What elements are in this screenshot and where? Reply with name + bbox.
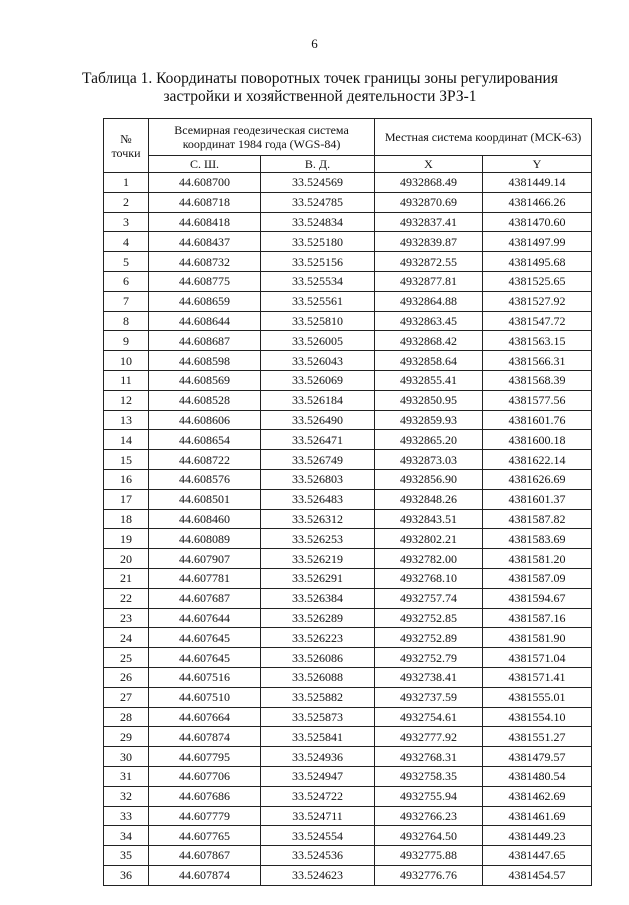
table-row	[104, 588, 592, 608]
cell-x: 4932848.26	[375, 489, 483, 509]
cell-latitude: 44.607781	[149, 568, 261, 588]
cell-latitude: 44.607516	[149, 667, 261, 687]
cell-point-number: 30	[104, 747, 149, 767]
cell-longitude: 33.526289	[261, 608, 375, 628]
cell-y: 4381547.72	[483, 311, 592, 331]
cell-x: 4932768.31	[375, 747, 483, 767]
cell-x: 4932837.41	[375, 212, 483, 232]
cell-x: 4932737.59	[375, 687, 483, 707]
table-row	[104, 192, 592, 212]
table-row	[104, 786, 592, 806]
cell-x: 4932768.10	[375, 568, 483, 588]
cell-y: 4381527.92	[483, 291, 592, 311]
cell-latitude: 44.607706	[149, 766, 261, 786]
cell-x: 4932776.76	[375, 865, 483, 885]
cell-longitude: 33.526043	[261, 351, 375, 371]
cell-x: 4932855.41	[375, 370, 483, 390]
cell-y: 4381622.14	[483, 450, 592, 470]
cell-point-number: 6	[104, 271, 149, 291]
table-row	[104, 252, 592, 272]
cell-longitude: 33.526490	[261, 410, 375, 430]
table-row	[104, 648, 592, 668]
cell-point-number: 33	[104, 806, 149, 826]
cell-point-number: 22	[104, 588, 149, 608]
cell-y: 4381600.18	[483, 430, 592, 450]
cell-x: 4932850.95	[375, 390, 483, 410]
cell-y: 4381480.54	[483, 766, 592, 786]
cell-x: 4932858.64	[375, 351, 483, 371]
cell-latitude: 44.608437	[149, 232, 261, 252]
cell-longitude: 33.526223	[261, 628, 375, 648]
table-caption	[60, 70, 580, 106]
cell-x: 4932752.89	[375, 628, 483, 648]
cell-point-number: 31	[104, 766, 149, 786]
cell-x: 4932752.79	[375, 648, 483, 668]
cell-x: 4932782.00	[375, 549, 483, 569]
cell-point-number: 26	[104, 667, 149, 687]
cell-x: 4932752.85	[375, 608, 483, 628]
cell-point-number: 34	[104, 826, 149, 846]
cell-x: 4932868.49	[375, 173, 483, 193]
cell-point-number: 29	[104, 727, 149, 747]
cell-latitude: 44.608576	[149, 469, 261, 489]
cell-point-number: 9	[104, 331, 149, 351]
cell-y: 4381551.27	[483, 727, 592, 747]
cell-y: 4381555.01	[483, 687, 592, 707]
cell-x: 4932856.90	[375, 469, 483, 489]
table-row	[104, 271, 592, 291]
table-row	[104, 311, 592, 331]
cell-point-number: 36	[104, 865, 149, 885]
cell-y: 4381577.56	[483, 390, 592, 410]
cell-longitude: 33.524623	[261, 865, 375, 885]
cell-longitude: 33.526483	[261, 489, 375, 509]
cell-point-number: 3	[104, 212, 149, 232]
cell-point-number: 10	[104, 351, 149, 371]
cell-point-number: 13	[104, 410, 149, 430]
cell-latitude: 44.607874	[149, 865, 261, 885]
table-row	[104, 331, 592, 351]
cell-latitude: 44.607874	[149, 727, 261, 747]
cell-longitude: 33.526005	[261, 331, 375, 351]
cell-y: 4381466.26	[483, 192, 592, 212]
table-row	[104, 351, 592, 371]
cell-y: 4381568.39	[483, 370, 592, 390]
cell-point-number: 28	[104, 707, 149, 727]
table-row	[104, 568, 592, 588]
table-row	[104, 430, 592, 450]
cell-x: 4932872.55	[375, 252, 483, 272]
cell-longitude: 33.526088	[261, 667, 375, 687]
header-number-label: точки	[111, 145, 141, 160]
cell-point-number: 27	[104, 687, 149, 707]
cell-y: 4381601.37	[483, 489, 592, 509]
table-row	[104, 489, 592, 509]
table-row	[104, 667, 592, 687]
cell-x: 4932870.69	[375, 192, 483, 212]
cell-latitude: 44.607779	[149, 806, 261, 826]
cell-y: 4381566.31	[483, 351, 592, 371]
cell-y: 4381449.14	[483, 173, 592, 193]
cell-x: 4932758.35	[375, 766, 483, 786]
header-x: X	[375, 156, 483, 173]
cell-point-number: 16	[104, 469, 149, 489]
cell-y: 4381571.41	[483, 667, 592, 687]
cell-latitude: 44.607510	[149, 687, 261, 707]
cell-y: 4381449.23	[483, 826, 592, 846]
cell-longitude: 33.525841	[261, 727, 375, 747]
table-row	[104, 707, 592, 727]
page-number: 6	[311, 36, 318, 51]
cell-latitude: 44.608598	[149, 351, 261, 371]
cell-point-number: 35	[104, 846, 149, 866]
cell-longitude: 33.526803	[261, 469, 375, 489]
table-row	[104, 390, 592, 410]
cell-longitude: 33.525810	[261, 311, 375, 331]
cell-y: 4381583.69	[483, 529, 592, 549]
cell-x: 4932864.88	[375, 291, 483, 311]
cell-latitude: 44.607687	[149, 588, 261, 608]
header-longitude: В. Д.	[261, 156, 375, 173]
cell-longitude: 33.525882	[261, 687, 375, 707]
table-row	[104, 608, 592, 628]
cell-latitude: 44.608687	[149, 331, 261, 351]
cell-latitude: 44.608460	[149, 509, 261, 529]
cell-latitude: 44.608606	[149, 410, 261, 430]
table-body	[104, 173, 592, 886]
cell-point-number: 14	[104, 430, 149, 450]
cell-latitude: 44.607867	[149, 846, 261, 866]
cell-y: 4381601.76	[483, 410, 592, 430]
cell-latitude: 44.608501	[149, 489, 261, 509]
cell-y: 4381587.16	[483, 608, 592, 628]
cell-point-number: 7	[104, 291, 149, 311]
table-row	[104, 549, 592, 569]
cell-latitude: 44.608644	[149, 311, 261, 331]
cell-longitude: 33.524785	[261, 192, 375, 212]
cell-latitude: 44.608418	[149, 212, 261, 232]
header-number-symbol: №	[120, 131, 132, 146]
header-wgs-line-2: координат 1984 года (WGS-84)	[182, 137, 341, 151]
cell-longitude: 33.526069	[261, 370, 375, 390]
cell-point-number: 19	[104, 529, 149, 549]
table-row	[104, 410, 592, 430]
cell-x: 4932775.88	[375, 846, 483, 866]
cell-point-number: 5	[104, 252, 149, 272]
cell-latitude: 44.608528	[149, 390, 261, 410]
table-row	[104, 826, 592, 846]
cell-y: 4381587.09	[483, 568, 592, 588]
cell-y: 4381525.65	[483, 271, 592, 291]
cell-x: 4932777.92	[375, 727, 483, 747]
cell-x: 4932754.61	[375, 707, 483, 727]
cell-point-number: 17	[104, 489, 149, 509]
table-row	[104, 173, 592, 193]
cell-latitude: 44.607664	[149, 707, 261, 727]
coordinates-table	[103, 118, 592, 886]
cell-y: 4381587.82	[483, 509, 592, 529]
cell-longitude: 33.526384	[261, 588, 375, 608]
cell-point-number: 4	[104, 232, 149, 252]
caption-line-1: Таблица 1. Координаты поворотных точек границы зоны регулирования	[82, 70, 558, 87]
cell-longitude: 33.524536	[261, 846, 375, 866]
header-wgs84	[149, 119, 375, 156]
cell-x: 4932755.94	[375, 786, 483, 806]
table-row	[104, 291, 592, 311]
cell-longitude: 33.526291	[261, 568, 375, 588]
cell-latitude: 44.608722	[149, 450, 261, 470]
table-row	[104, 727, 592, 747]
cell-y: 4381470.60	[483, 212, 592, 232]
cell-latitude: 44.607765	[149, 826, 261, 846]
cell-x: 4932766.23	[375, 806, 483, 826]
table-row	[104, 509, 592, 529]
table-row	[104, 628, 592, 648]
cell-y: 4381447.65	[483, 846, 592, 866]
cell-latitude: 44.608732	[149, 252, 261, 272]
cell-longitude: 33.526184	[261, 390, 375, 410]
cell-x: 4932873.03	[375, 450, 483, 470]
cell-longitude: 33.524834	[261, 212, 375, 232]
cell-y: 4381581.20	[483, 549, 592, 569]
cell-longitude: 33.526086	[261, 648, 375, 668]
cell-longitude: 33.524554	[261, 826, 375, 846]
cell-latitude: 44.607644	[149, 608, 261, 628]
cell-y: 4381462.69	[483, 786, 592, 806]
cell-x: 4932738.41	[375, 667, 483, 687]
cell-y: 4381581.90	[483, 628, 592, 648]
cell-longitude: 33.524947	[261, 766, 375, 786]
header-y: Y	[483, 156, 592, 173]
cell-point-number: 12	[104, 390, 149, 410]
cell-point-number: 18	[104, 509, 149, 529]
cell-y: 4381495.68	[483, 252, 592, 272]
cell-y: 4381594.67	[483, 588, 592, 608]
cell-y: 4381497.99	[483, 232, 592, 252]
cell-point-number: 23	[104, 608, 149, 628]
cell-point-number: 1	[104, 173, 149, 193]
cell-x: 4932757.74	[375, 588, 483, 608]
cell-longitude: 33.526749	[261, 450, 375, 470]
cell-y: 4381479.57	[483, 747, 592, 767]
cell-longitude: 33.525534	[261, 271, 375, 291]
cell-point-number: 24	[104, 628, 149, 648]
cell-y: 4381571.04	[483, 648, 592, 668]
cell-latitude: 44.608659	[149, 291, 261, 311]
cell-x: 4932868.42	[375, 331, 483, 351]
cell-y: 4381454.57	[483, 865, 592, 885]
cell-longitude: 33.526253	[261, 529, 375, 549]
header-msk63: Местная система координат (МСК-63)	[375, 119, 592, 156]
cell-point-number: 11	[104, 370, 149, 390]
caption-line-2: застройки и хозяйственной деятельности ЗРЗ-1	[163, 88, 477, 105]
cell-longitude: 33.526312	[261, 509, 375, 529]
cell-y: 4381563.15	[483, 331, 592, 351]
table-row	[104, 766, 592, 786]
cell-latitude: 44.608775	[149, 271, 261, 291]
cell-latitude: 44.607645	[149, 628, 261, 648]
cell-point-number: 8	[104, 311, 149, 331]
table-row	[104, 687, 592, 707]
table-row	[104, 450, 592, 470]
cell-x: 4932877.81	[375, 271, 483, 291]
cell-longitude: 33.526471	[261, 430, 375, 450]
cell-longitude: 33.525156	[261, 252, 375, 272]
table-row	[104, 212, 592, 232]
table-row	[104, 370, 592, 390]
cell-x: 4932802.21	[375, 529, 483, 549]
cell-y: 4381461.69	[483, 806, 592, 826]
cell-latitude: 44.608569	[149, 370, 261, 390]
cell-latitude: 44.607907	[149, 549, 261, 569]
table-row	[104, 747, 592, 767]
table-row	[104, 232, 592, 252]
cell-point-number: 25	[104, 648, 149, 668]
cell-latitude: 44.607645	[149, 648, 261, 668]
cell-x: 4932843.51	[375, 509, 483, 529]
header-latitude: С. Ш.	[149, 156, 261, 173]
cell-y: 4381554.10	[483, 707, 592, 727]
cell-x: 4932863.45	[375, 311, 483, 331]
cell-longitude: 33.524936	[261, 747, 375, 767]
cell-y: 4381626.69	[483, 469, 592, 489]
cell-point-number: 15	[104, 450, 149, 470]
header-point-number	[104, 119, 149, 173]
table-row	[104, 529, 592, 549]
table-row	[104, 846, 592, 866]
cell-latitude: 44.608089	[149, 529, 261, 549]
cell-point-number: 21	[104, 568, 149, 588]
cell-x: 4932764.50	[375, 826, 483, 846]
cell-latitude: 44.607795	[149, 747, 261, 767]
cell-latitude: 44.608700	[149, 173, 261, 193]
cell-latitude: 44.607686	[149, 786, 261, 806]
cell-longitude: 33.524569	[261, 173, 375, 193]
cell-longitude: 33.524722	[261, 786, 375, 806]
cell-longitude: 33.526219	[261, 549, 375, 569]
cell-longitude: 33.525180	[261, 232, 375, 252]
cell-point-number: 32	[104, 786, 149, 806]
table-row	[104, 469, 592, 489]
cell-latitude: 44.608654	[149, 430, 261, 450]
cell-x: 4932839.87	[375, 232, 483, 252]
cell-longitude: 33.525561	[261, 291, 375, 311]
cell-point-number: 2	[104, 192, 149, 212]
cell-longitude: 33.524711	[261, 806, 375, 826]
table-row	[104, 865, 592, 885]
table-row	[104, 806, 592, 826]
cell-x: 4932865.20	[375, 430, 483, 450]
cell-x: 4932859.93	[375, 410, 483, 430]
cell-longitude: 33.525873	[261, 707, 375, 727]
header-wgs-line-1: Всемирная геодезическая система	[174, 123, 349, 137]
cell-latitude: 44.608718	[149, 192, 261, 212]
cell-point-number: 20	[104, 549, 149, 569]
